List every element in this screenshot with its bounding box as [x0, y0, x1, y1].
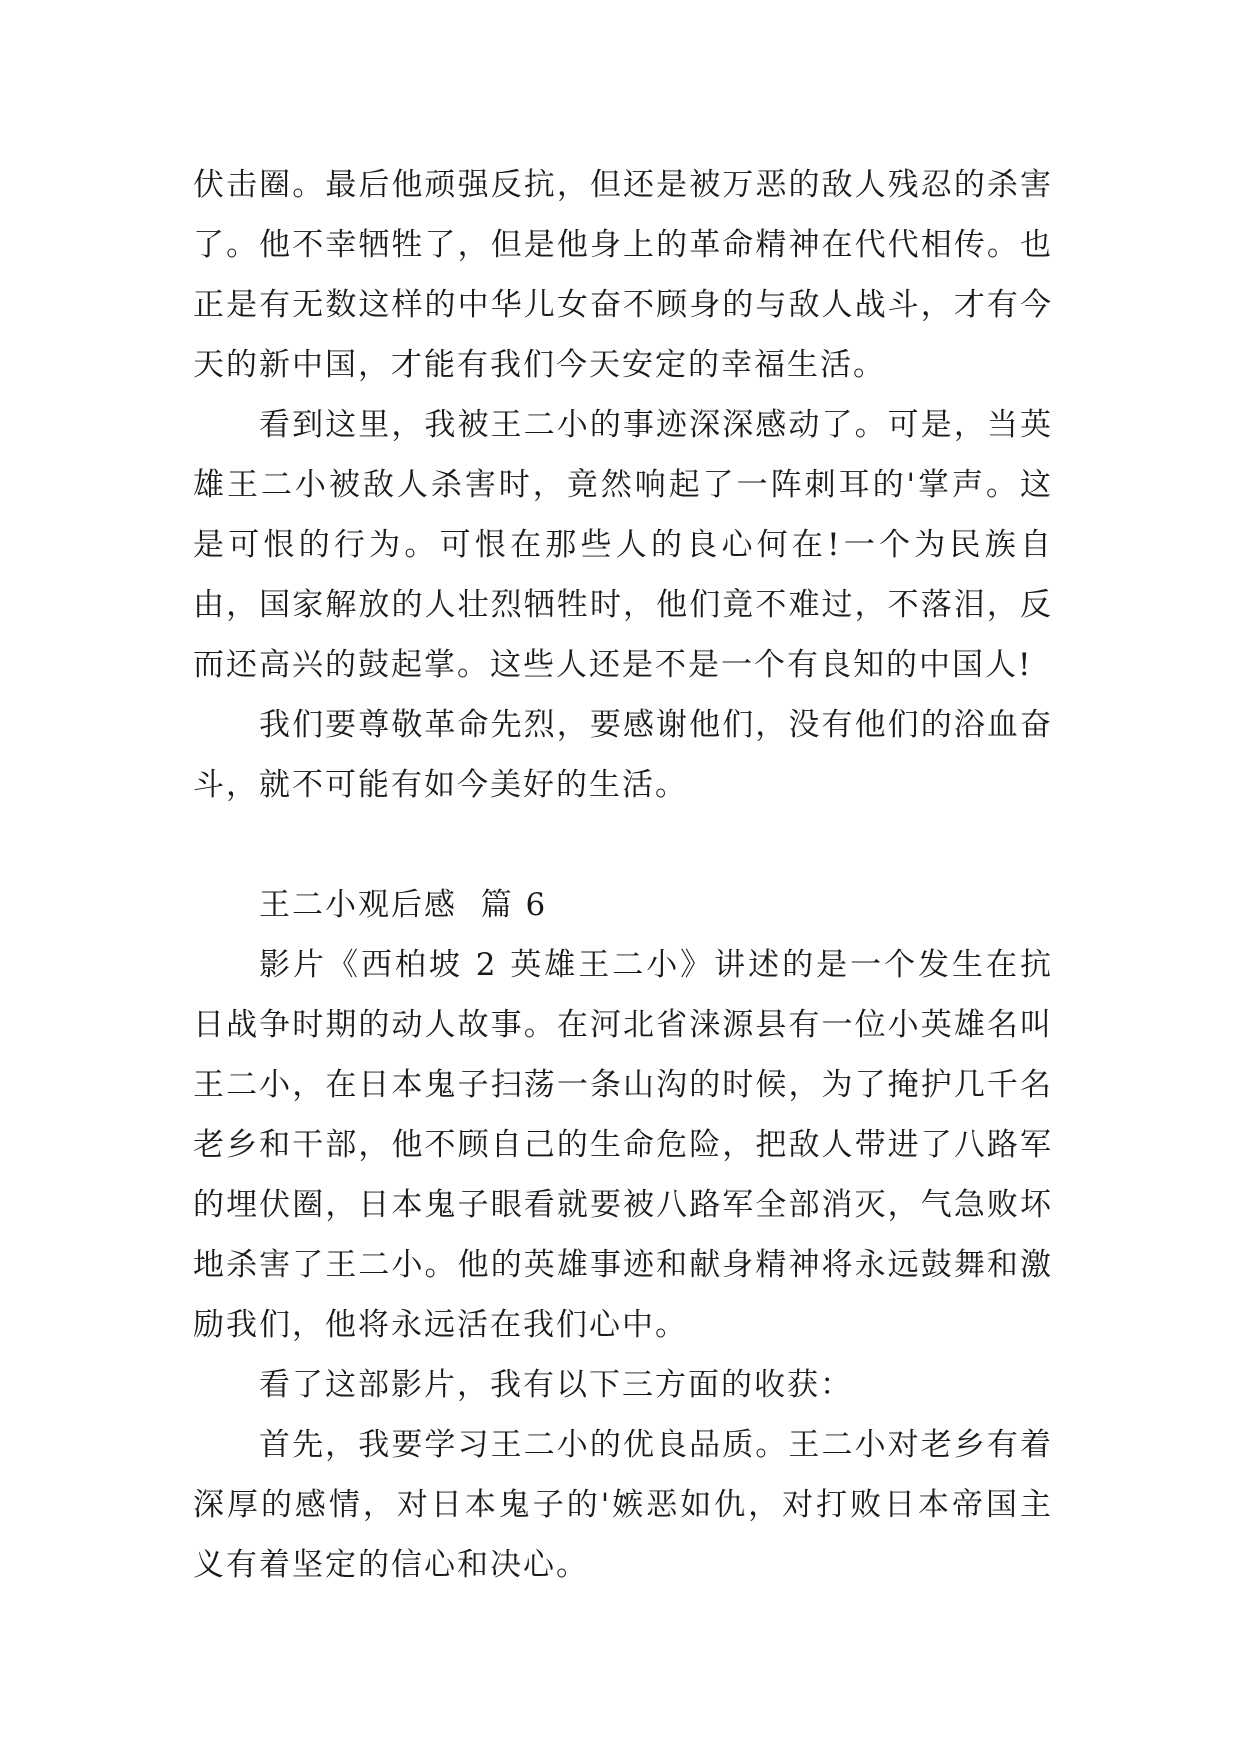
paragraph-1: 伏击圈。最后他顽强反抗，但还是被万恶的敌人残忍的杀害了。他不幸牺牲了，但是他身上的革命精神在代代相传。也正是有无数这样的中华儿女奋不顾身的与敌人战斗，才有今天的新中国，才能有我们今天安定的幸福生活。: [193, 167, 1053, 383]
paragraph-4: 影片《西柏坡 2 英雄王二小》讲述的是一个发生在抗日战争时期的动人故事。在河北省涞源县有一位小英雄名叫王二小，在日本鬼子扫荡一条山沟的时候，为了掩护几千名老乡和干部，他不顾自己的生命危险，把敌人带进了八路军的埋伏圈，日本鬼子眼看就要被八路军全部消灭，气急败坏地杀害了王二小。他的英雄事迹和献身精神将永远鼓舞和激励我们，他将永远活在我们心中。: [193, 947, 1053, 1343]
paragraph-2: 看到这里，我被王二小的事迹深深感动了。可是，当英雄王二小被敌人杀害时，竟然响起了一阵刺耳的'掌声。这是可恨的行为。可恨在那些人的良心何在!一个为民族自由，国家解放的人壮烈牺牲时，他们竟不难过，不落泪，反而还高兴的鼓起掌。这些人还是不是一个有良知的中国人!: [193, 407, 1053, 683]
paragraph-3: 我们要尊敬革命先烈，要感谢他们，没有他们的浴血奋斗，就不可能有如今美好的生活。: [193, 707, 1053, 803]
section-spacer: [193, 815, 1053, 875]
paragraph-6: 首先，我要学习王二小的优良品质。王二小对老乡有着深厚的感情，对日本鬼子的'嫉恶如仇，对打败日本帝国主义有着坚定的信心和决心。: [193, 1427, 1053, 1583]
section-heading: 王二小观后感 篇 6: [259, 887, 548, 923]
paragraph-5: 看了这部影片，我有以下三方面的收获：: [259, 1367, 853, 1403]
document-body: [193, 155, 1053, 1595]
